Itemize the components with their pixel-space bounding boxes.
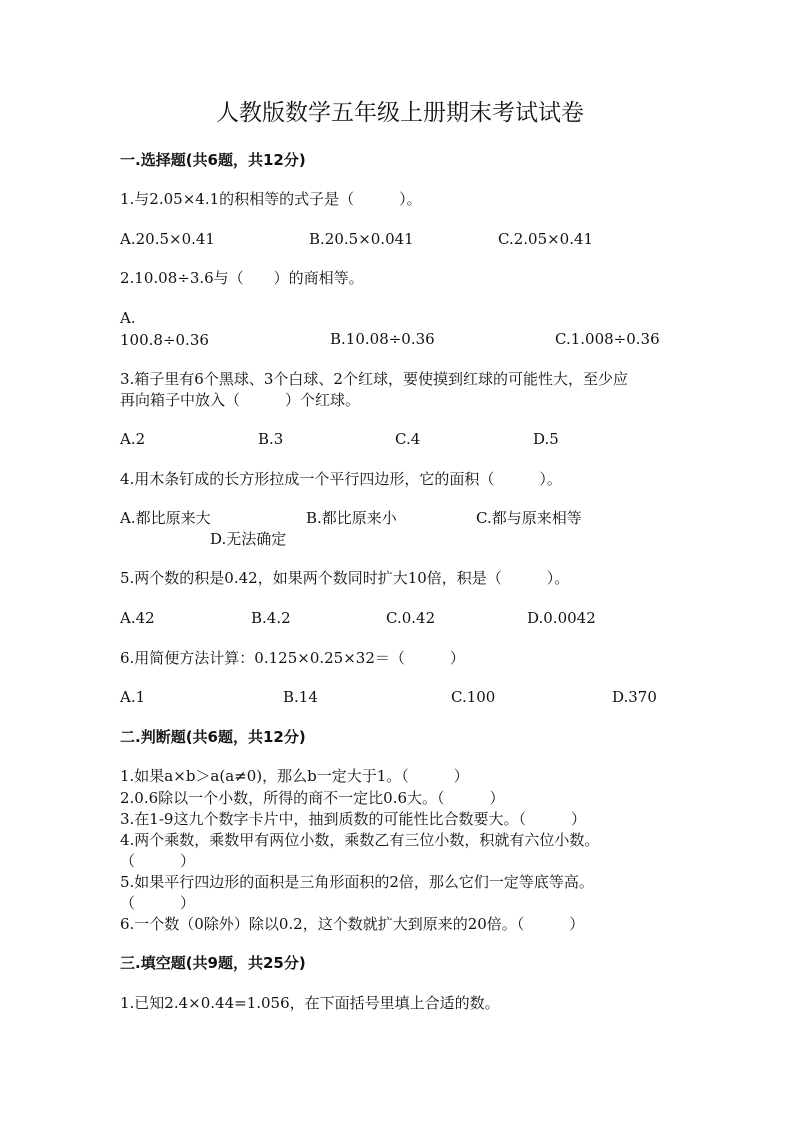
judgement-line: 6.一个数（0除外）除以0.2，这个数就扩大到原来的20倍。（ ） [120, 915, 585, 933]
question-stem: 4.用木条钉成的长方形拉成一个平行四边形，它的面积（ ）。 [120, 470, 562, 488]
option-a: A.1 [120, 688, 146, 706]
option-c: C.100 [451, 688, 496, 706]
option-a: A.42 [120, 609, 155, 627]
option-c: C.都与原来相等 [476, 509, 582, 527]
option-a: A.2 [120, 430, 146, 448]
option-d: D.0.0042 [527, 609, 596, 627]
page-title: 人教版数学五年级上册期末考试试卷 [216, 100, 584, 126]
judgement-line: 5.如果平行四边形的面积是三角形面积的2倍，那么它们一定等底等高。 [120, 873, 594, 891]
section-heading-choice: 一.选择题(共6题，共12分) [120, 151, 306, 169]
question-stem: 2.10.08÷3.6与（ ）的商相等。 [120, 269, 364, 287]
option-b: B.3 [258, 430, 284, 448]
option-c: C.4 [395, 430, 421, 448]
question-stem-line: 再向箱子中放入（ ）个红球。 [120, 391, 361, 409]
question-stem: 5.两个数的积是0.42，如果两个数同时扩大10倍，积是（ ）。 [120, 569, 570, 587]
section-heading-fill-in: 三.填空题(共9题，共25分) [120, 954, 306, 972]
fill-in-line: 1.已知2.4×0.44=1.056，在下面括号里填上合适的数。 [120, 994, 500, 1012]
question-stem-line: 3.箱子里有6个黑球、3个白球、2个红球，要使摸到红球的可能性大，至少应 [120, 370, 628, 388]
option-b: B.14 [283, 688, 318, 706]
option-a: A.20.5×0.41 [120, 230, 215, 248]
option-c: C.1.008÷0.36 [555, 330, 660, 348]
judgement-line: 3.在1-9这九个数字卡片中，抽到质数的可能性比合数要大。（ ） [120, 810, 586, 828]
option-b: B.10.08÷0.36 [330, 330, 435, 348]
option-b: B.4.2 [251, 609, 291, 627]
option-b: B.20.5×0.041 [309, 230, 414, 248]
option-d: D.无法确定 [210, 530, 287, 548]
section-heading-judgement: 二.判断题(共6题，共12分) [120, 728, 306, 746]
option-b: B.都比原来小 [306, 509, 397, 527]
option-a: A. 100.8÷0.36 [120, 309, 209, 349]
judgement-line: （ ） [120, 852, 196, 870]
option-d: D.5 [533, 430, 559, 448]
judgement-line: 2.0.6除以一个小数，所得的商不一定比0.6大。（ ） [120, 789, 505, 807]
option-c: C.0.42 [386, 609, 436, 627]
option-c: C.2.05×0.41 [498, 230, 594, 248]
question-stem: 1.与2.05×4.1的积相等的式子是（ ）。 [120, 190, 422, 208]
question-stem: 6.用简便方法计算：0.125×0.25×32＝（ ） [120, 649, 465, 667]
option-d: D.370 [612, 688, 657, 706]
judgement-line: （ ） [120, 894, 196, 912]
judgement-line: 4.两个乘数，乘数甲有两位小数，乘数乙有三位小数，积就有六位小数。 [120, 831, 600, 849]
option-a: A.都比原来大 [120, 509, 211, 527]
judgement-line: 1.如果a×b＞a(a≠0)，那么b一定大于1。（ ） [120, 767, 469, 785]
